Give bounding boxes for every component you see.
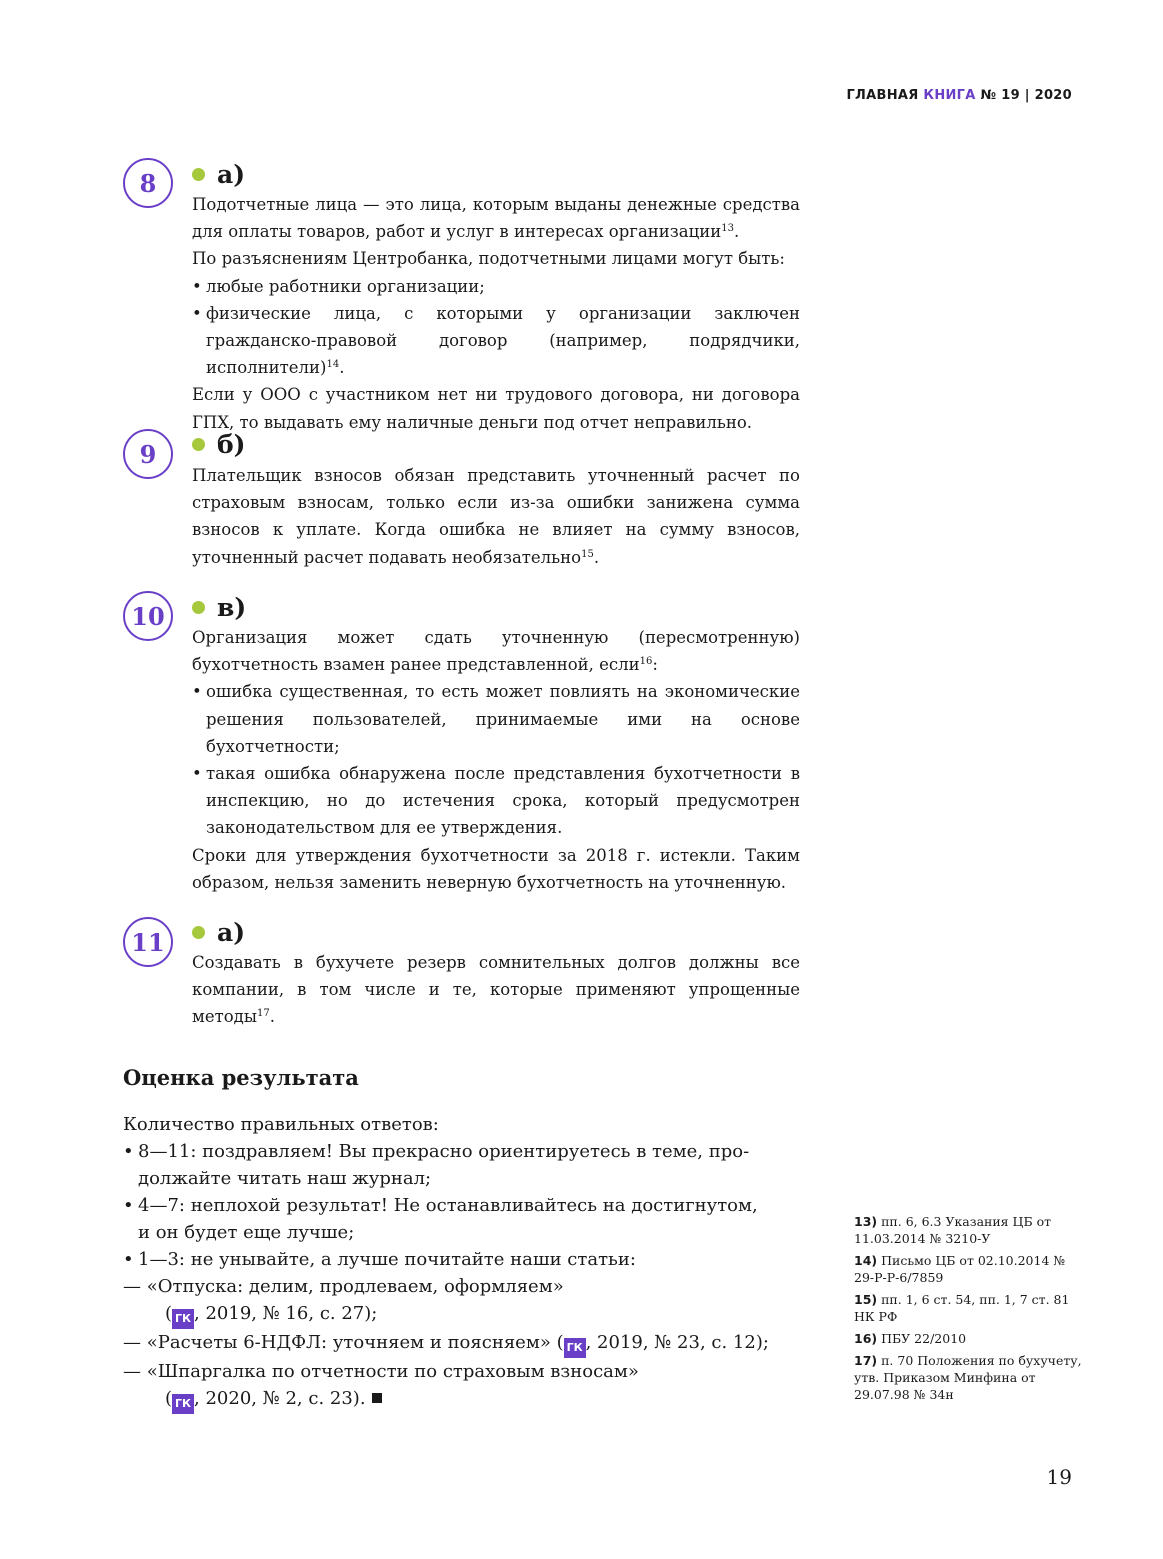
result-heading: Оценка результата xyxy=(123,1065,359,1090)
answer-letter-line xyxy=(192,430,246,459)
footnote-text: п. 70 Положения по бухучету, утв. Приказом Минфина от 29.07.98 № 34н xyxy=(854,1353,1082,1402)
answer-body xyxy=(192,191,800,436)
result-body xyxy=(123,1111,803,1414)
list-item xyxy=(123,1138,803,1192)
footnote-ref: 16 xyxy=(639,656,653,668)
answer-letter: б) xyxy=(217,430,246,459)
footnote xyxy=(854,1352,1084,1403)
footnote-ref: 17 xyxy=(256,1008,270,1020)
footnote-number: 13) xyxy=(854,1214,878,1229)
footnote xyxy=(854,1330,1084,1347)
footnote-number: 14) xyxy=(854,1253,878,1268)
punctuation: . xyxy=(339,358,345,378)
gk-logo-icon: ГК xyxy=(172,1309,194,1329)
punctuation: . xyxy=(593,547,600,567)
answer-letter-line xyxy=(192,918,245,947)
footnote-text: пп. 1, 6 ст. 54, пп. 1, 7 ст. 81 НК РФ xyxy=(854,1292,1070,1324)
footnote xyxy=(854,1213,1084,1247)
masthead-title: ГЛАВНАЯ xyxy=(846,88,919,103)
article-ref-text: , 2019, № 16, с. 27); xyxy=(194,1303,378,1324)
masthead-issue: № 19 | 2020 xyxy=(980,88,1072,103)
answer-number-badge: 9 xyxy=(123,429,173,479)
list-item: • 1—3: не унывайте, а лучше почитайте наши статьи: xyxy=(123,1246,803,1273)
punctuation: . xyxy=(733,222,740,242)
bullet-dot-icon xyxy=(192,926,205,939)
article-ref-text: , 2019, № 23, с. 12); xyxy=(585,1332,769,1353)
article-ref: ( ГК , 2019, № 16, с. 27); xyxy=(123,1300,803,1329)
page-number: 19 xyxy=(1046,1465,1072,1489)
answer-body xyxy=(192,462,800,571)
footnote-ref: 15 xyxy=(581,548,594,560)
footnote-text: Письмо ЦБ от 02.10.2014 № 29-Р-Р-6/7859 xyxy=(854,1253,1066,1285)
paragraph: По разъяснениям Центробанка, подотчетными лицами могут быть: xyxy=(192,249,785,269)
paragraph-text: Создавать в бухучете резерв сомнительных долгов должны все компании, в том числе и те, которые применяют упрощенные методы xyxy=(192,953,800,1027)
bullet-dot-icon xyxy=(192,438,205,451)
list-item-text: 8—11: поздравляем! Вы прекрасно ориентируетесь в теме, про- xyxy=(138,1141,750,1162)
paragraph xyxy=(192,191,800,245)
article-ref-text: , 2020, № 2, с. 23). xyxy=(194,1388,366,1409)
answer-letter: а) xyxy=(217,160,246,189)
bullet-dot-icon xyxy=(192,168,205,181)
answer-number-badge: 8 xyxy=(123,158,173,208)
masthead xyxy=(846,88,1072,103)
footnotes xyxy=(854,1213,1084,1408)
result-intro: Количество правильных ответов: xyxy=(123,1114,439,1135)
footnote-text: пп. 6, 6.3 Указания ЦБ от 11.03.2014 № 3210-У xyxy=(854,1214,1052,1246)
answer-letter: а) xyxy=(217,918,246,947)
answer-body xyxy=(192,949,800,1031)
article-ref: ( ГК , 2020, № 2, с. 23). xyxy=(123,1385,803,1414)
footnote xyxy=(854,1252,1084,1286)
paragraph: Если у ООО с участником нет ни трудового договора, ни договора ГПХ, то выдавать ему наличные деньги под отчет неправильно. xyxy=(192,385,800,432)
footnote-number: 16) xyxy=(854,1331,878,1346)
footnote-text: ПБУ 22/2010 xyxy=(881,1331,967,1346)
paragraph: Сроки для утверждения бухотчетности за 2018 г. истекли. Таким образом, нельзя заменить неверную бухотчетность на уточненную. xyxy=(192,845,800,892)
gk-logo-icon: ГК xyxy=(564,1338,586,1358)
list-item xyxy=(192,300,800,382)
list-item xyxy=(123,1192,803,1246)
masthead-title-accent: КНИГА xyxy=(923,88,976,103)
paragraph-text: Плательщик взносов обязан представить уточненный расчет по страховым взносам, только если из-за ошибки занижена сумма взносов к уплате. Когда ошибка не влияет на сумму взносов, уточненный расчет подавать необязательно xyxy=(192,466,800,567)
list-item-text: и он будет еще лучше; xyxy=(138,1222,355,1243)
answer-letter-line xyxy=(192,593,246,622)
paragraph xyxy=(192,949,800,1031)
punctuation: : xyxy=(652,655,658,675)
list-item-text: физические лица, с которыми у организации заключен гражданско-правовой договор (например, подрядчики, исполнители) xyxy=(206,303,800,378)
article-link[interactable] xyxy=(123,1329,803,1358)
footnote-ref: 13 xyxy=(721,223,734,235)
footnote-number: 15) xyxy=(854,1292,878,1307)
list-item-text: 4—7: неплохой результат! Не останавливайтесь на достигнутом, xyxy=(138,1195,758,1216)
paragraph xyxy=(192,462,800,571)
paragraph xyxy=(192,624,800,678)
article-title: — «Расчеты 6-НДФЛ: уточняем и поясняем» ( xyxy=(123,1332,564,1353)
list-item-text: должайте читать наш журнал; xyxy=(138,1168,432,1189)
list-item: • ошибка существенная, то есть может повлиять на экономические решения пользователей, принимаемые ими на основе бухотчетности; xyxy=(192,678,800,760)
paragraph-text: Подотчетные лица — это лица, которым выданы денежные средства для оплаты товаров, работ и услуг в интересах организации xyxy=(192,195,800,242)
gk-logo-icon: ГК xyxy=(172,1394,194,1414)
footnote-ref: 14 xyxy=(326,359,340,371)
answer-number-badge: 11 xyxy=(123,917,173,967)
punctuation: . xyxy=(269,1007,275,1027)
answer-body xyxy=(192,624,800,896)
list-item: • любые работники организации; xyxy=(192,273,800,300)
paragraph-text: Организация может сдать уточненную (пересмотренную) бухотчетность взамен ранее представленной, если xyxy=(192,628,800,675)
article-link[interactable]: — «Отпуска: делим, продлеваем, оформляем» xyxy=(123,1276,564,1297)
footnote xyxy=(854,1291,1084,1325)
answer-number-badge: 10 xyxy=(123,591,173,641)
answer-letter: в) xyxy=(217,593,247,622)
bullet-dot-icon xyxy=(192,601,205,614)
list-item: • такая ошибка обнаружена после представления бухотчетности в инспекцию, но до истечения срока, который предусмотрен законодательством для ее утверждения. xyxy=(192,760,800,842)
footnote-number: 17) xyxy=(854,1353,878,1368)
article-link[interactable]: — «Шпаргалка по отчетности по страховым взносам» xyxy=(123,1361,639,1382)
end-of-article-icon xyxy=(372,1393,382,1403)
answer-letter-line xyxy=(192,160,245,189)
